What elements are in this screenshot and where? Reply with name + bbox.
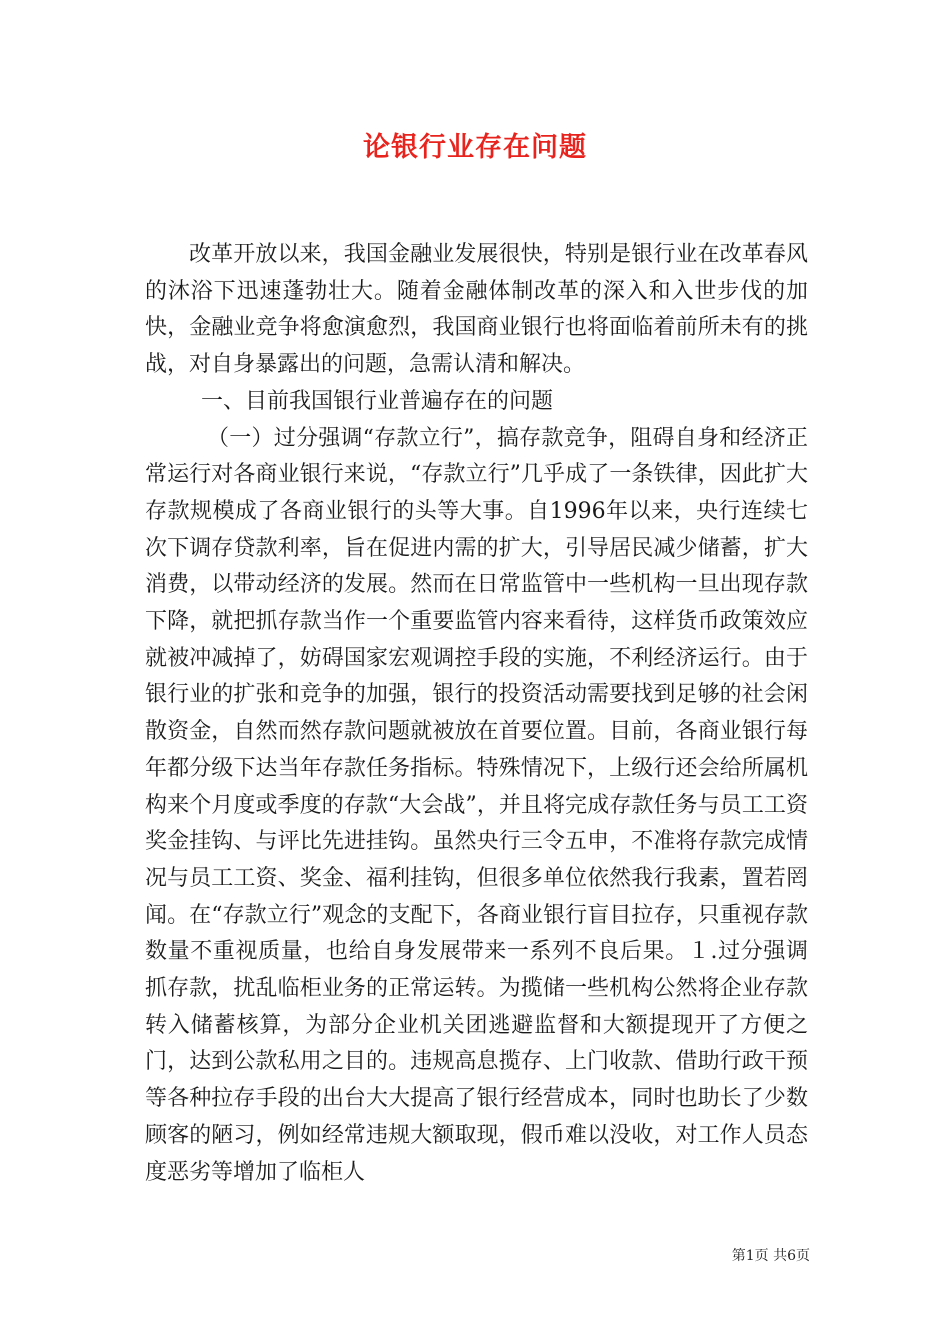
page-number: 第1页 共6页 [731, 1248, 810, 1264]
document-body [145, 237, 808, 1191]
page-title: 论银行业存在问题 [363, 132, 587, 163]
section-heading: 一、目前我国银行业普遍存在的问题 [201, 388, 554, 414]
body-paragraph: （一）过分强调“存款立行”，搞存款竞争，阻碍自身和经济正常运行对各商业银行来说，“存款立行”几乎成了一条铁律，因此扩大存款规模成了各商业银行的头等大事。自1996年以来，央行连续七次下调存贷款利率，旨在促进内需的扩大，引导居民减少储蓄，扩大消费，以带动经济的发展。然而在日常监管中一些机构一旦出现存款下降，就把抓存款当作一个重要监管内容来看待，这样货币政策效应就被冲减掉了，妨碍国家宏观调控手段的实施，不利经济运行。由于银行业的扩张和竞争的加强，银行的投资活动需要找到足够的社会闲散资金，自然而然存款问题就被放在首要位置。目前，各商业银行每年都分级下达当年存款任务指标。特殊情况下，上级行还会给所属机构来个月度或季度的存款“大会战”，并且将完成存款任务与员工工资奖金挂钩、与评比先进挂钩。虽然央行三令五申，不准将存款完成情况与员工工资、奖金、福利挂钩，但很多单位依然我行我素，置若罔闻。在“存款立行”观念的支配下，各商业银行盲目拉存，只重视存款数量不重视质量，也给自身发展带来一系列不良后果。１.过分强调抓存款，扰乱临柜业务的正常运转。为揽储一些机构公然将企业存款转入储蓄核算，为部分企业机关团逃避监督和大额提现开了方便之门，达到公款私用之目的。违规高息揽存、上门收款、借助行政干预等各种拉存手段的出台大大提高了银行经营成本，同时也助长了少数顾客的陋习，例如经常违规大额取现，假币难以没收，对工作人员态度恶劣等增加了临柜人 [145, 425, 808, 1185]
intro-paragraph: 改革开放以来，我国金融业发展很快，特别是银行业在改革春风的沐浴下迅速蓬勃壮大。随着金融体制改革的深入和入世步伐的加快，金融业竞争将愈演愈烈，我国商业银行也将面临着前所未有的挑战，对自身暴露出的问题，急需认清和解决。 [145, 242, 808, 378]
